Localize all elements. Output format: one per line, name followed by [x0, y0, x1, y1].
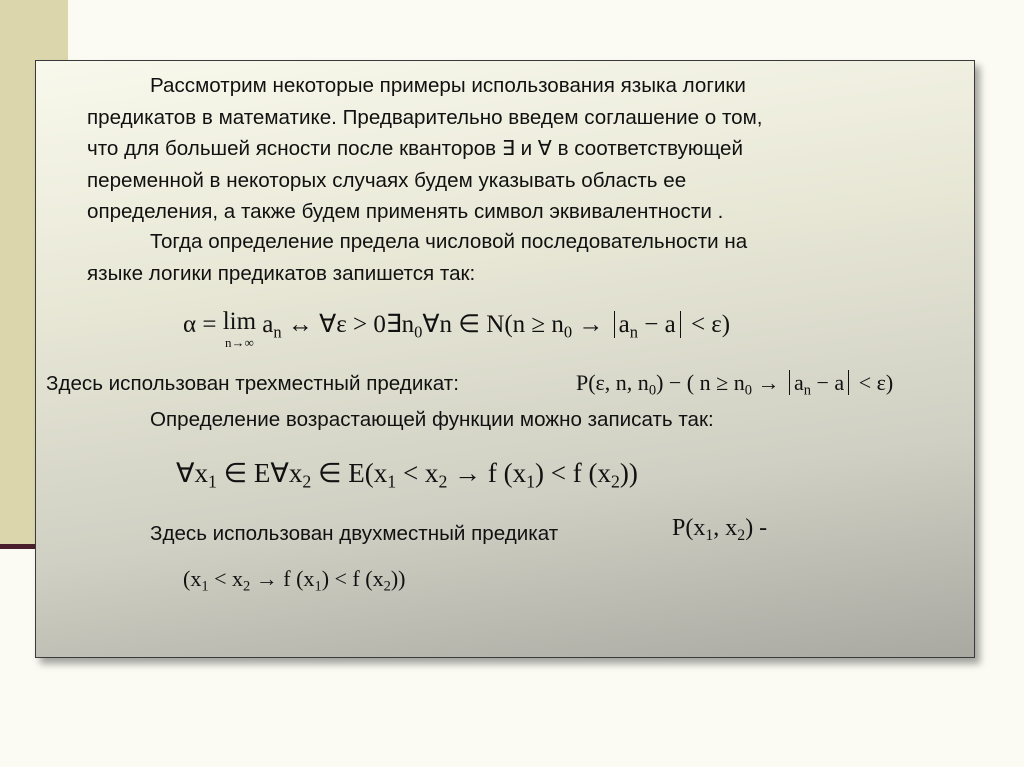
three-place-predicate-formula: P(ε, n, $n_0$) − ( $n \ge n_0 \to a_n - a < \varepsilon$)	[576, 370, 894, 399]
intro-line: предикатов в математике. Предварительно введем соглашение о том,	[87, 105, 763, 129]
increasing-function-label: Определение возрастающей функции можно записать так:	[150, 408, 714, 431]
two-place-predicate-symbol: $P(x_1$, $x_2$) -	[672, 515, 768, 545]
limit-intro-line: Тогда определение предела числовой последовательности на	[150, 230, 748, 253]
lim-operator: lim n→∞	[222, 308, 257, 350]
intro-line: Рассмотрим некоторые примеры использования языка логики	[150, 74, 746, 97]
absolute-value: $a_n - a$	[789, 370, 849, 395]
intro-line: определения, а также будем применять символ эквивалентности .	[87, 200, 724, 223]
two-place-predicate-label: Здесь использован двухместный предикат	[150, 522, 559, 545]
limit-definition-formula: α = lim n→∞ $a_n$ ↔ ∀ε > $0\exists n_0\forall n$ ∈ $N(n \ge n_0 \to a_n - a < \varepsilon)$	[183, 308, 731, 350]
intro-paragraph	[87, 70, 763, 228]
slide-content-box	[35, 60, 975, 658]
intro-line: переменной в некоторых случаях будем указывать область ее	[87, 168, 687, 192]
increasing-function-formula: $\forall x_1$ ∈ $E\forall x_2$ ∈ $E(x_1 < x_2 \to f$ $(x_1) < f$ $(x_2)$)	[176, 458, 638, 492]
two-place-predicate-formula: ($x_1 < x_2 \to f$ $(x_1) < f$ $(x_2)$)	[183, 566, 406, 595]
limit-intro-line: языке логики предикатов запишется так:	[87, 261, 476, 285]
three-place-predicate-label: Здесь использован трехместный предикат:	[46, 372, 459, 395]
absolute-value: $a_n - a$	[614, 311, 681, 338]
intro-line: что для большей ясности после кванторов ∃ и ∀ в соответствующей	[87, 137, 743, 160]
limit-intro-paragraph	[87, 226, 747, 289]
